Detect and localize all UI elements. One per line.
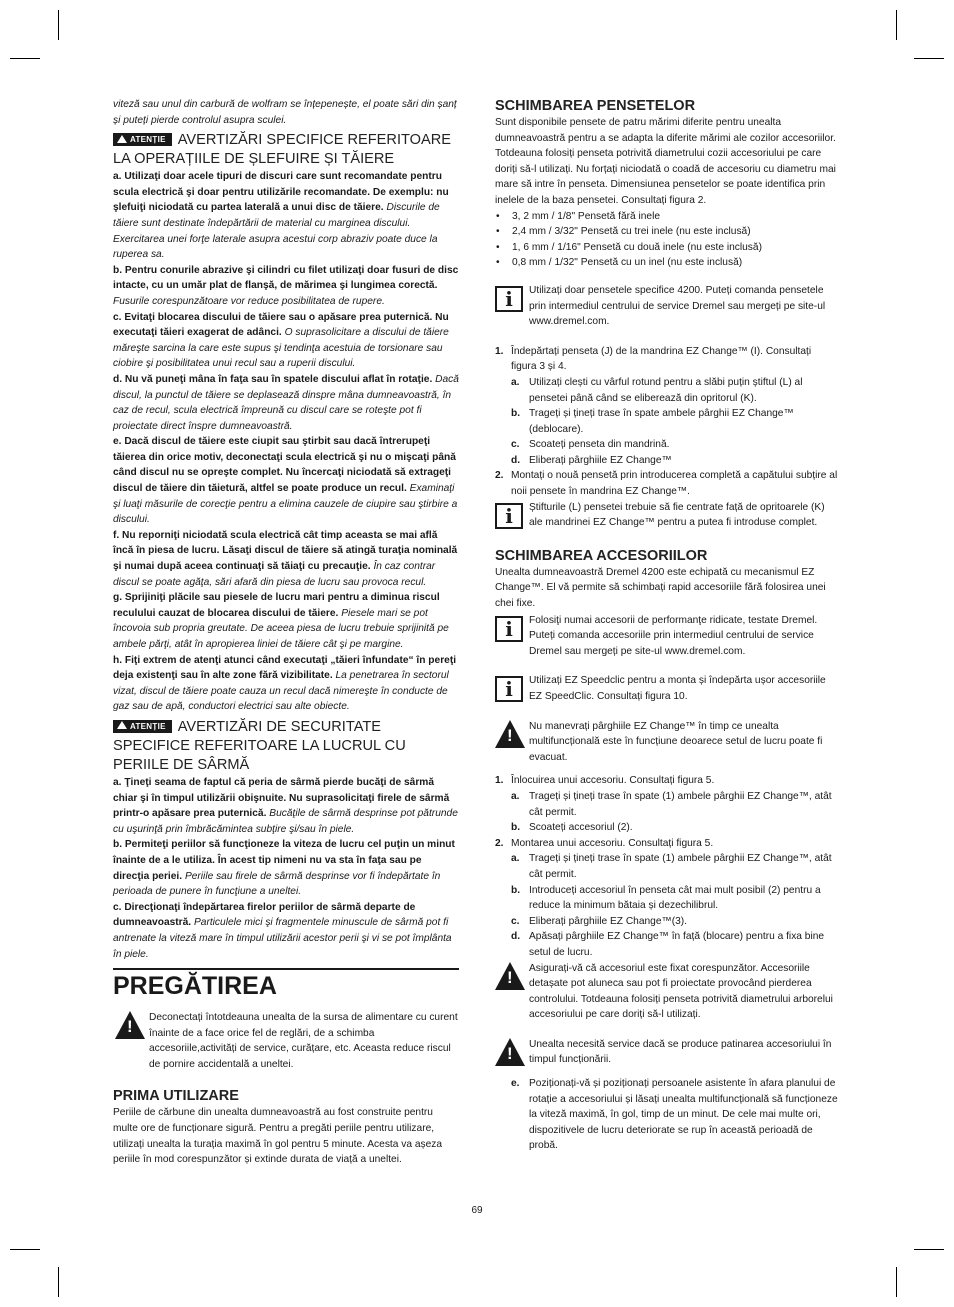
substep-item: e. Poziționați-vă și poziționați persoanele asistente în afara planului de rotație a accesoriului și lăsați unealta multifuncțională să funcționeze la viteză maximă, în gol, timp de un minut. De cele mai multe ori, dispozitivele de lucru deteriorate se rup în această perioadă de probă. bbox=[511, 1078, 838, 1152]
list-item: • 3, 2 mm / 1/8" Pensetă fără inele bbox=[495, 209, 839, 225]
collets-text: Sunt disponibile pensete de patru mărimi diferite pentru unealta dumneavoastră pentru a se adapta la diferite mărimi ale cozilor accesoriilor. Totdeauna folosiți penseta potrivită diametrului cozii accesoriului pe care doriți să-l utilizați. Nu forțați niciodată o coadă de accesoriu cu diametru mai mare să intre în penseta. Dimensiunea pensetelor se poate identifica prin inelele de la baza pensetei. Consultați figura 2. bbox=[495, 117, 836, 206]
step-item: 1. Îndepărtați penseta (J) de la mandrina EZ Change™ (I). Consultați figura 3 și 4. bbox=[495, 345, 812, 373]
info-icon: i bbox=[495, 503, 523, 529]
crop-mark bbox=[10, 1249, 40, 1250]
section-title-accessories: SCHIMBAREA ACCESORIILOR bbox=[495, 547, 708, 564]
substep-item: b. Introduceți accesoriul în penseta cât mai mult posibil (2) pentru a reduce la minimum bătaia și dezechilibrul. bbox=[511, 884, 821, 912]
info-icon: i bbox=[495, 616, 523, 642]
section-title-first-use: PRIMA UTILIZARE bbox=[113, 1088, 239, 1105]
warning-item: b. Permiteţi periilor să funcţioneze la viteza de lucru cel puţin un minut înainte de a le utiliza. În acest tip nimeni nu va sta în faţa sau pe direcţia periei. Periile sau firele de sârmă desprinse vor fi îndepărtate în perioada de punere în funcţiune a uneltei. bbox=[113, 839, 455, 898]
warning-item: g. Sprijiniţi plăcile sau piesele de lucru mari pentru a diminua riscul reculului cauzat de blocarea discului de tăiere. Piesele mari se pot încovoia sub propria greutate. De aceea piesa de lucru trebuie sprijinită pe ambele părţi, atât în apropierea liniei de tăiere cât şi pe margine. bbox=[113, 592, 449, 650]
intro-text: viteză sau unul din carbură de wolfram se înțepenește, el poate sări din șanț și puteți pierde controlul asupra sculei. bbox=[113, 99, 457, 126]
warning-item: a. Utilizaţi doar acele tipuri de discuri care sunt recomandate pentru scula electrică şi doar pentru utilizările recomandate. De exemplu: nu şlefuiţi niciodată cu partea laterală a unui disc de tăiere. Discurile de tăiere sunt destinate îndepărtării de material cu marginea discului. Exercitarea unei forţe laterale asupra acestui corp abraziv poate duce la ruperea sa. bbox=[113, 171, 449, 261]
warning-title: AVERTIZĂRI DE SECURITATE SPECIFICE REFERITOARE LA LUCRUL CU PERIILE DE SÂRMĂ bbox=[113, 718, 406, 773]
crop-mark bbox=[58, 10, 59, 40]
list-item: • 2,4 mm / 3/32" Pensetă cu trei inele (nu este inclusă) bbox=[495, 224, 839, 240]
section-title-preparation: PREGĂTIREA bbox=[113, 972, 277, 1001]
page-number: 69 bbox=[471, 1205, 483, 1216]
info-note: i Folosiţi numai accesorii de performanţe ridicate, testate Dremel. Puteți comanda accesoriile prin intermediul centrului de service Dremel sau mergeți pe site-ul www.dremel.com. bbox=[495, 613, 839, 660]
right-column bbox=[495, 97, 839, 1154]
warning-item: c. Direcţionaţi îndepărtarea firelor periilor de sârmă departe de dumneavoastră. Particulele mici şi fragmentele minuscule de sârmă pot fi antrenate la viteză mare în timpul utilizării acestor perii şi vi se pot împlânta în piele. bbox=[113, 901, 452, 960]
substep-item: a. Utilizați clești cu vârful rotund pentru a slăbi puțin știftul (L) al pensetei până când se eliberează din opritorul (K). bbox=[511, 376, 803, 404]
warning-item: h. Fiţi extrem de atenţi atunci când executaţi „tăieri înfundate“ în pereţi deja existenţi sau în alte zone fără vizibilitate. La penetrarea în sectorul vizat, discul de tăiere poate cauza un recul dacă nimereşte în conducte de gaz sau de apă, conductori electrici sau alte obiecte. bbox=[113, 654, 457, 713]
list-item: • 1, 6 mm / 1/16" Pensetă cu două inele (nu este inclusă) bbox=[495, 240, 839, 256]
step-item: 1. Înlocuirea unui accesoriu. Consultați figura 5. bbox=[495, 775, 715, 787]
step-item: 2. Montați o nouă pensetă prin introducerea completă a capătului subțire al noii pensete în mandrina EZ Change™. bbox=[495, 470, 838, 498]
warning-item: d. Nu vă puneţi mâna în faţa sau în spatele discului aflat în rotaţie. Dacă discul, la punctul de tăiere se deplasează dinspre mâna dumneavoastră, în caz de recul, scula electrică împreună cu discul care se roteşte pot fi proiectate direct înspre dumneavoastră. bbox=[113, 373, 459, 432]
warning-title: AVERTIZĂRI SPECIFICE REFERITOARE LA OPERAȚIILE DE ȘLEFUIRE ȘI TĂIERE bbox=[113, 132, 452, 168]
warning-heading-wire-brush bbox=[113, 718, 459, 775]
collet-sizes-list bbox=[495, 209, 839, 271]
accessories-text: Unealta dumneavoastră Dremel 4200 este echipată cu mecanismul EZ Change™. El vă permite să schimbați rapid accesoriile fără folosirea unei chei fixe. bbox=[495, 566, 826, 610]
warning-item: f. Nu reporniţi niciodată scula electrică cât timp aceasta se mai află încă în piesa de lucru. Lăsaţi discul de tăiere să atingă turaţia nominală şi numai după aceea continuaţi să tăiaţi cu precauţie. În caz contrar discul se poate agăţa, sări afară din piesa de lucru sau provoca recul. bbox=[113, 529, 458, 588]
warning-triangle-icon: ! bbox=[495, 720, 523, 746]
warning-note: ! Nu manevrați pârghiile EZ Change™ în timp ce unealta multifuncțională este în funcțiune deoarece setul de lucru poate fi evacuat. bbox=[495, 719, 839, 766]
warning-item: e. Dacă discul de tăiere este ciupit sau ştirbit sau dacă întrerupeţi tăierea din orice motiv, deconectaţi scula electrică şi nu o mişcaţi până când discul nu se opreşte complet. Nu încercaţi niciodată să extrageţi discul de tăiere din tăietură, altfel se poate produce un recul. Examinaţi şi luaţi măsurile de corecţie pentru a elimina cauzele de ciupire sau ştirbire a discului. bbox=[113, 436, 458, 526]
warning-note: ! Unealta necesită service dacă se produce patinarea accesoriului în timpul funcționării. bbox=[495, 1037, 839, 1068]
substep-item: d. Apăsați pârghiile EZ Change™ în față (blocare) pentru a fixa bine setul de lucru. bbox=[511, 931, 825, 958]
first-use-text: Periile de cărbune din unealta dumneavoastră au fost construite pentru multe ore de funcționare sigură. Pentru a pregăti periile pentru utilizare, utilizați unealta la turația maximă în gol pentru 5 minute. Acesta va așeza periile în mod corespunzător și extinde durata de viață a uneltei. bbox=[113, 1107, 443, 1166]
substep-item: c. Eliberați pârghiile EZ Change™(3). bbox=[511, 915, 687, 927]
warning-item: a. Ţineţi seama de faptul că peria de sârmă pierde bucăţi de sârmă chiar şi în timpul utilizării obişnuite. Nu suprasolicitaţi firele de sârmă printr-o apăsare prea puternică. Bucăţile de sârmă desprinse pot pătrunde cu uşurinţă prin îmbrăcămintea subţire şi/sau în piele. bbox=[113, 776, 458, 835]
crop-mark bbox=[10, 58, 40, 59]
info-note: i Utilizați EZ Speedclic pentru a monta și îndepărta ușor accesoriile EZ SpeedClic. Consultați figura 10. bbox=[495, 673, 839, 704]
wire-brush-warnings-list bbox=[113, 775, 459, 962]
grinding-warnings-list bbox=[113, 169, 459, 715]
warning-heading-grinding bbox=[113, 131, 459, 169]
left-column bbox=[113, 97, 459, 1168]
warning-note: ! Deconectați întotdeauna unealta de la sursa de alimentare cu curent înainte de a face orice fel de reglări, de a schimba accesoriile,activități de service, curățare, etc. Aceasta reduce riscul de pornire accidentală a uneltei. bbox=[115, 1010, 459, 1072]
crop-mark bbox=[896, 1267, 897, 1297]
step-item: 2. Montarea unui accesoriu. Consultați figura 5. bbox=[495, 837, 714, 849]
substep-item: c. Scoateți penseta din mandrină. bbox=[511, 439, 670, 451]
warning-badge: ATENȚIE bbox=[113, 720, 172, 733]
crop-mark bbox=[58, 1267, 59, 1297]
substep-item: a. Trageți și țineți trase în spate (1) ambele pârghii EZ Change™, atât cât permit. bbox=[511, 790, 832, 818]
info-icon: i bbox=[495, 676, 523, 702]
substep-item: a. Trageți și țineți trase în spate (1) ambele pârghii EZ Change™, atât cât permit. bbox=[511, 853, 832, 880]
section-title-collets: SCHIMBAREA PENSETELOR bbox=[495, 98, 696, 114]
warning-triangle-icon: ! bbox=[115, 1011, 143, 1037]
warning-item: b. Pentru conurile abrazive şi cilindri cu filet utilizaţi doar fusuri de disc intacte, cu un umăr plat de flanşă, de mărimea şi lungimea corectă. Fusurile corespunzătoare vor reduce posibilitatea de rupere. bbox=[113, 264, 459, 307]
warning-triangle-icon: ! bbox=[495, 1038, 523, 1064]
substep-item: d. Eliberați pârghiile EZ Change™ bbox=[511, 454, 672, 466]
info-note: i Utilizați doar pensetele specifice 4200. Puteți comanda pensetele prin intermediul centrului de service Dremel sau mergeți pe site-ul www.dremel.com. bbox=[495, 283, 839, 330]
info-note: i Știfturile (L) pensetei trebuie să fie centrate față de opritoarele (K) ale mandrinei EZ Change™ pentru a putea fi introduse complet. bbox=[495, 500, 839, 531]
substep-item: b. Trageți și țineți trase în spate ambele pârghii EZ Change™ (deblocare). bbox=[511, 408, 794, 435]
warning-note: ! Asigurați-vă că accesoriul este fixat corespunzător. Accesoriile detașate pot aluneca sau pot fi proiectate provocând pierderea controlului. Totdeauna folosiți penseta potrivită diametrului arborelui accesoriului pe care doriți să-l utilizați. bbox=[495, 961, 839, 1023]
crop-mark bbox=[896, 10, 897, 40]
warning-triangle-icon: ! bbox=[495, 962, 523, 988]
info-icon: i bbox=[495, 286, 523, 312]
list-item: • 0,8 mm / 1/32" Pensetă cu un inel (nu este inclusă) bbox=[495, 255, 839, 271]
substep-item: b. Scoateți accesoriul (2). bbox=[511, 822, 633, 834]
section-divider bbox=[113, 968, 459, 970]
crop-mark bbox=[914, 58, 944, 59]
warning-item: c. Evitaţi blocarea discului de tăiere sau o apăsare prea puternică. Nu executaţi tăieri exagerat de adânci. O suprasolicitare a discului de tăiere măreşte sarcina la care este supus şi tendinţa acestuia de torsionare sau ciobire şi posibilitatea unui recul sau a ruperii discului. bbox=[113, 311, 449, 370]
crop-mark bbox=[914, 1249, 944, 1250]
warning-badge: ATENȚIE bbox=[113, 133, 172, 146]
